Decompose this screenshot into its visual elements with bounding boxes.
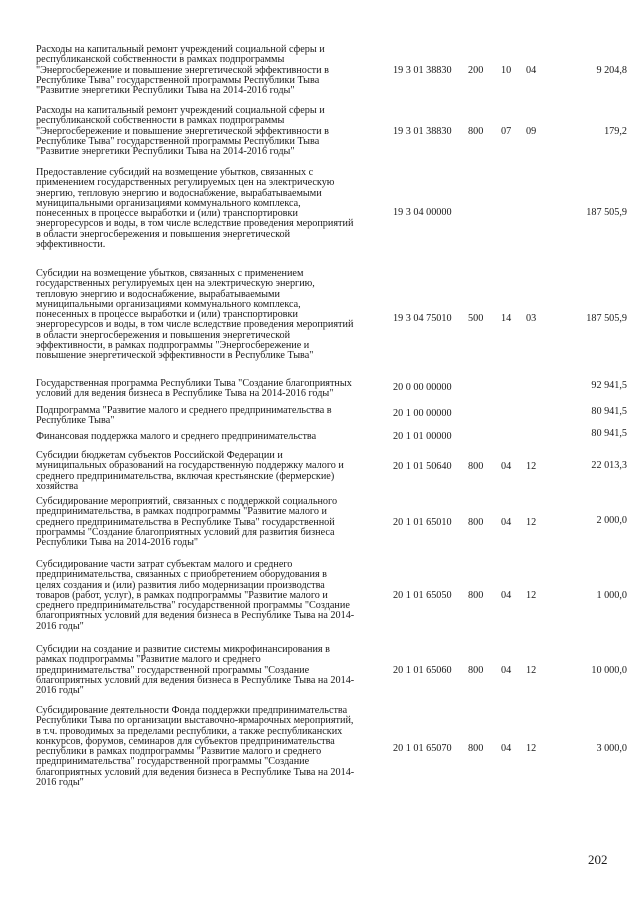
row-target-code: 20 1 01 65060: [393, 665, 452, 676]
row-description: Субсидии на создание и развитие системы микрофинансирования в рамках подпрограммы "Развитие малого и среднего предпринимательства" государственной программы "Создание благоприятных условий для ведения бизнеса в Республике Тыва на 2014- 2016 годы": [36, 644, 355, 697]
row-subsection: 12: [526, 665, 537, 676]
row-expense-type: 800: [468, 517, 484, 528]
page-number: 202: [588, 852, 608, 867]
row-section: 04: [501, 743, 512, 754]
row-description: Предоставление субсидий на возмещение убытков, связанных с применением государственных регулируемых цен на электрическую энергию, тепловую энергию и водоснабжение, вырабатываемыми муниципальными организациями коммунального комплекса, понесенных в процессе выработки и (или) транспортировки энергоресурсов и воды, в том числе вследствие проведения мероприятий в области энергосбережения и повышения энергетической эффективности.: [36, 167, 354, 251]
row-target-code: 20 1 01 65050: [393, 590, 452, 601]
row-amount: 9 204,8: [596, 65, 627, 76]
row-target-code: 19 3 01 38830: [393, 65, 452, 76]
row-expense-type: 800: [468, 590, 484, 601]
row-subsection: 12: [526, 461, 537, 472]
row-target-code: 19 3 01 38830: [393, 126, 452, 137]
row-description: Субсидии бюджетам субъектов Российской Федерации и муниципальных образований на государственную поддержку малого и среднего предпринимательства, включая крестьянские (фермерские) хозяйства: [36, 450, 344, 492]
row-subsection: 12: [526, 590, 537, 601]
row-amount: 10 000,0: [591, 665, 627, 676]
row-description: Финансовая поддержка малого и среднего предпринимательства: [36, 431, 317, 442]
row-amount: 2 000,0: [596, 515, 627, 526]
row-amount: 187 505,9: [586, 313, 627, 324]
row-subsection: 12: [526, 517, 537, 528]
row-amount: 92 941,5: [591, 380, 627, 391]
row-section: 04: [501, 461, 512, 472]
row-target-code: 20 1 01 50640: [393, 461, 452, 472]
row-target-code: 20 1 00 00000: [393, 408, 452, 419]
row-subsection: 12: [526, 743, 537, 754]
row-description: Расходы на капитальный ремонт учреждений социальной сферы и республиканской собственности в рамках подпрограммы "Энергосбережение и повышение энергетической эффективности в Республике Тыва" государственной программы Республики Тыва "Развитие энергетики Республики Тыва на 2014-2016 годы": [36, 44, 329, 97]
row-expense-type: 800: [468, 126, 484, 137]
row-description: Расходы на капитальный ремонт учреждений социальной сферы и республиканской собственности в рамках подпрограммы "Энергосбережение и повышение энергетической эффективности в Республике Тыва" государственной программы Республики Тыва "Развитие энергетики Республики Тыва на 2014-2016 годы": [36, 105, 329, 158]
row-expense-type: 800: [468, 665, 484, 676]
row-section: 14: [501, 313, 512, 324]
row-subsection: 09: [526, 126, 537, 137]
row-section: 04: [501, 665, 512, 676]
row-target-code: 19 3 04 75010: [393, 313, 452, 324]
row-target-code: 20 1 01 65010: [393, 517, 452, 528]
row-description: Субсидирование мероприятий, связанных с поддержкой социального предпринимательства, в рамках подпрограммы "Развитие малого и среднего предпринимательства в Республике Тыва" государственной программы "Создание благоприятных условий для развития бизнеса Республики Тыва на 2014-2016 годы": [36, 496, 338, 549]
row-expense-type: 800: [468, 743, 484, 754]
row-description: Субсидирование деятельности Фонда поддержки предпринимательства Республики Тыва по организации выставочно-ярмарочных мероприятий, в т.ч. проводимых за пределами республики, а также республиканских конкурсов, форумов, семинаров для субъектов предпринимательства республики в рамках подпрограммы "Развитие малого и среднего предпринимательства" государственной программы "Создание благоприятных условий для ведения бизнеса в Республике Тыва на 2014- 2016 годы": [36, 705, 355, 789]
row-expense-type: 500: [468, 313, 484, 324]
row-expense-type: 800: [468, 461, 484, 472]
row-section: 07: [501, 126, 512, 137]
row-amount: 80 941,5: [591, 428, 627, 439]
row-amount: 3 000,0: [596, 743, 627, 754]
row-section: 04: [501, 517, 512, 528]
row-target-code: 20 1 01 00000: [393, 431, 452, 442]
row-target-code: 20 0 00 00000: [393, 382, 452, 393]
row-expense-type: 200: [468, 65, 484, 76]
row-description: Субсидии на возмещение убытков, связанных с применением государственных регулируемых цен на электрическую энергию, тепловую энергию и водоснабжение, вырабатываемыми муниципальными организациями коммунального комплекса, понесенных в процессе выработки и (или) транспортировки энергоресурсов и воды, в том числе вследствие проведения мероприятий в области энергосбережения и повышения энергетической эффективности, в рамках подпрограммы "Энергосбережение и повышение энергетической эффективности в Республике Тыва": [36, 268, 354, 362]
row-subsection: 04: [526, 65, 537, 76]
row-target-code: 19 3 04 00000: [393, 207, 452, 218]
row-section: 04: [501, 590, 512, 601]
row-amount: 22 013,3: [591, 460, 627, 471]
row-amount: 1 000,0: [596, 590, 627, 601]
row-amount: 179,2: [604, 126, 627, 137]
row-section: 10: [501, 65, 512, 76]
row-amount: 80 941,5: [591, 406, 627, 417]
row-description: Подпрограмма "Развитие малого и среднего предпринимательства в Республике Тыва": [36, 405, 332, 427]
row-description: Государственная программа Республики Тыва "Создание благоприятных условий для ведения бизнеса в Республике Тыва на 2014-2016 годы": [36, 378, 352, 400]
row-subsection: 03: [526, 313, 537, 324]
row-description: Субсидирование части затрат субъектам малого и среднего предпринимательства, связанных с приобретением оборудования в целях создания и (или) развития либо модернизации производства товаров (работ, услуг), в рамках подпрограммы "Развитие малого и среднего предпринимательства" государственной программы "Создание благоприятных условий для ведения бизнеса в Республике Тыва на 2014- 2016 годы": [36, 559, 355, 632]
row-amount: 187 505,9: [586, 207, 627, 218]
row-target-code: 20 1 01 65070: [393, 743, 452, 754]
